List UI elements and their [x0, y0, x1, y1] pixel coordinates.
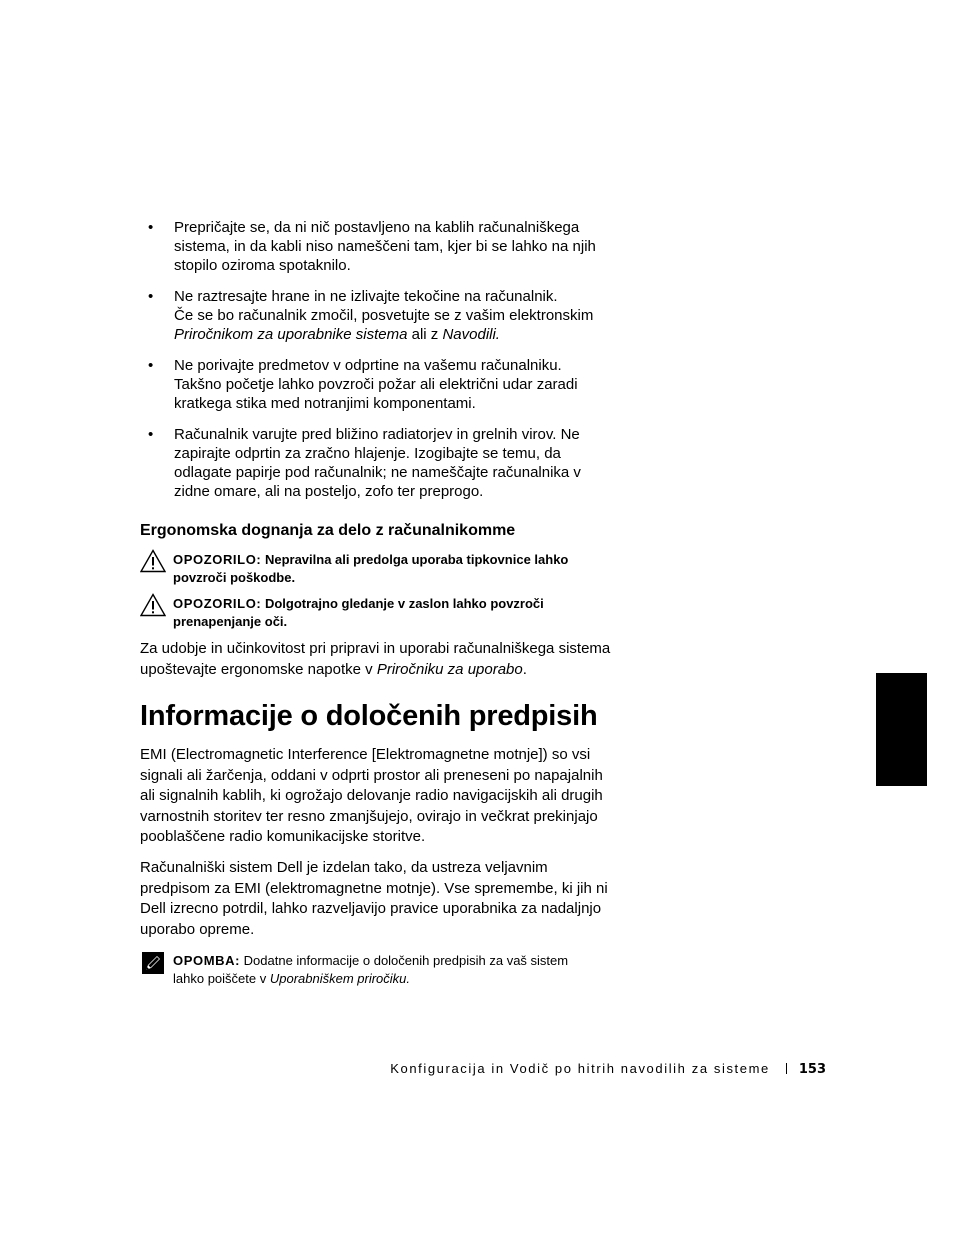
warning-triangle-icon: [140, 549, 166, 573]
note-line: [140, 970, 620, 988]
bullet-line: stopilo oziroma spotaknilo.: [174, 257, 351, 274]
warning-label: OPOZORILO:: [173, 552, 262, 567]
bullet-line: Računalnik varujte pred bližino radiatorjev in grelnih virov. Ne: [174, 426, 580, 443]
warning-body: Nepravilna ali predolga uporaba tipkovnice lahko: [261, 552, 569, 567]
ergonomics-heading: Ergonomska dognanja za delo z računalnikomme: [140, 522, 516, 539]
warning-triangle-icon: [140, 593, 166, 617]
paragraph-line: varnostnih storitev ter resno zmanjšujejo, ovirajo in večkrat prekinjajo: [140, 807, 598, 825]
bullet-line: odlagate papirje pod računalnik; ne nameščajte računalnika v: [174, 464, 581, 481]
dell-compliance-paragraph: [140, 858, 640, 940]
paragraph-text: upoštevajte ergonomske napotke v: [140, 660, 377, 678]
bullet-line: [174, 325, 630, 344]
note-label: OPOMBA:: [173, 953, 241, 968]
bullet-dot: •: [148, 357, 154, 374]
note-pencil-icon: [142, 952, 164, 974]
bullet-item-openings: [140, 356, 630, 413]
bullet-item-liquids: [140, 287, 630, 344]
bullet-line: Če se bo računalnik zmočil, posvetujte se z vašim elektronskim: [174, 307, 594, 324]
warning-body-cont: prenapenjanje oči.: [173, 614, 288, 629]
manual-reference: Uporabniškem priročiku.: [269, 971, 411, 986]
manual-reference: Priročniku za uporabo: [376, 660, 523, 678]
manual-reference: Priročnikom za uporabnike sistema: [174, 326, 408, 343]
paragraph-line: ali signalnih kablih, ki ogrožajo delovanje radio navigacijskih ali drugih: [140, 787, 603, 804]
warning-keyboard: [140, 551, 620, 587]
paragraph-line: Za udobje in učinkovitost pri pripravi in uporabi računalniškega sistema: [140, 640, 611, 657]
paragraph-line: Računalniški sistem Dell je izdelan tako, da ustreza veljavnim: [140, 859, 548, 876]
footer-divider: [786, 1063, 787, 1074]
page-footer: [390, 1061, 826, 1077]
paragraph-line: uporabo opreme.: [140, 920, 255, 938]
ergonomics-paragraph: [140, 639, 640, 680]
paragraph-line: predpisom za EMI (elektromagnetne motnje). Vse spremembe, ki jih ni: [140, 879, 608, 897]
warning-screen: [140, 595, 620, 631]
note-body: lahko poiščete v: [173, 971, 270, 986]
note-line: [140, 952, 620, 970]
bullet-connector: ali z: [407, 326, 443, 343]
paragraph-line: pooblaščene radio komunikacijske storitve.: [140, 828, 426, 845]
bullet-line: Prepričajte se, da ni nič postavljeno na kablih računalniškega: [174, 219, 580, 236]
paragraph-line: EMI (Electromagnetic Interference [Elektromagnetne motnje]) so vsi: [140, 746, 591, 763]
bullet-dot: •: [148, 219, 154, 236]
footer-title: Konfiguracija in Vodič po hitrih navodilih za sisteme: [390, 1061, 770, 1076]
bullet-line: Takšno početje lahko povzroči požar ali električni udar zaradi: [174, 376, 578, 393]
paragraph-line: [140, 660, 640, 681]
bullet-line: Ne porivajte predmetov v odprtine na vašemu računalniku.: [174, 357, 562, 374]
bullet-line: zidne omare, ali na posteljo, zofo ter preprogo.: [174, 483, 484, 500]
bullet-line: zapirajte odprtin za zračno hlajenje. Izogibajte se temu, da: [174, 445, 561, 462]
bullet-dot: •: [148, 288, 154, 305]
regulatory-note: [140, 952, 620, 988]
paragraph-line: signali ali žarčenja, oddani v odprti prostor ali preneseni po napajalnih: [140, 766, 603, 784]
paragraph-text: .: [522, 660, 527, 678]
warning-label: OPOZORILO:: [173, 596, 262, 611]
bullet-line: Ne raztresajte hrane in ne izlivajte tekočine na računalnik.: [174, 288, 558, 305]
warning-text: [140, 551, 620, 569]
safety-bullet-list: [140, 218, 630, 513]
guide-reference: Navodili.: [442, 326, 500, 343]
note-body: Dodatne informacije o določenih predpisih za vaš sistem: [240, 953, 569, 968]
bullet-line: sistema, in da kabli niso nameščeni tam, kjer bi se lahko na njih: [174, 238, 596, 255]
warning-text: [140, 595, 620, 613]
chapter-thumb-tab: [876, 673, 927, 786]
warning-body: Dolgotrajno gledanje v zaslon lahko povzroči: [261, 596, 544, 611]
bullet-item-cables: [140, 218, 630, 275]
warning-body-cont: povzroči poškodbe.: [173, 570, 296, 585]
paragraph-line: Dell izrecno potrdil, lahko razveljavijo pravice uporabnika za nadaljnjo: [140, 900, 602, 917]
bullet-item-heat: [140, 425, 630, 501]
regulatory-heading: Informacije o določenih predpisih: [140, 700, 598, 732]
bullet-line: kratkega stika med notranjimi komponentami.: [174, 395, 476, 412]
bullet-dot: •: [148, 426, 154, 443]
emi-paragraph: [140, 745, 640, 848]
page-number: 153: [798, 1062, 826, 1077]
